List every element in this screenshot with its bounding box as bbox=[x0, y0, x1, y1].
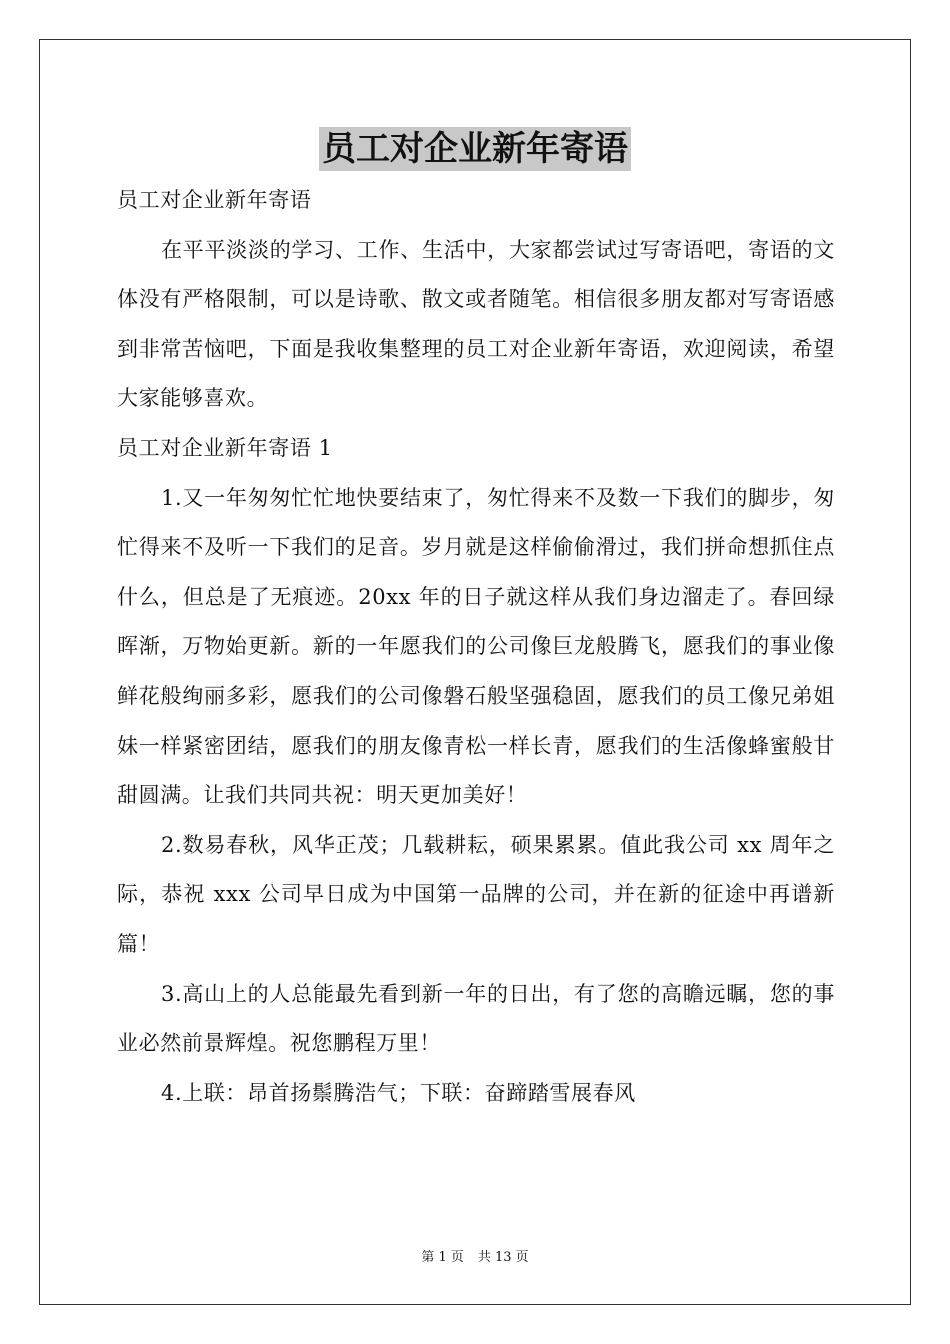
title-container bbox=[0, 127, 950, 171]
message-paragraph-3: 3.高山上的人总能最先看到新一年的日出，有了您的高瞻远瞩，您的事业必然前景辉煌。祝您鹏程万里！ bbox=[117, 981, 835, 1056]
message-paragraph-4: 4.上联：昂首扬鬃腾浩气；下联：奋蹄踏雪展春风 bbox=[161, 1080, 636, 1105]
message-paragraph-1: 1.又一年匆匆忙忙地快要结束了，匆忙得来不及数一下我们的脚步，匆忙得来不及听一下我们的足音。岁月就是这样偷偷滑过，我们拼命想抓住点什么，但总是了无痕迹。20xx 年的日子就这样从我们身边溜走了。春回绿晖渐，万物始更新。新的一年愿我们的公司像巨龙般腾飞，愿我们的事业像鲜花般绚丽多彩，愿我们的公司像磐石般坚强稳固，愿我们的员工像兄弟姐妹一样紧密团结，愿我们的朋友像青松一样长青，愿我们的生活像蜂蜜般甘甜圆满。让我们共同共祝：明天更加美好！ bbox=[117, 485, 835, 808]
page-number: 第 1 页 bbox=[421, 1250, 464, 1265]
section-heading: 员工对企业新年寄语 1 bbox=[117, 435, 333, 460]
page-total: 共 13 页 bbox=[477, 1250, 529, 1265]
document-title: 员工对企业新年寄语 bbox=[319, 127, 631, 171]
intro-paragraph: 在平平淡淡的学习、工作、生活中，大家都尝试过写寄语吧，寄语的文体没有严格限制，可以是诗歌、散文或者随笔。相信很多朋友都对写寄语感到非常苦恼吧，下面是我收集整理的员工对企业新年寄语，欢迎阅读，希望大家能够喜欢。 bbox=[117, 237, 835, 411]
page-footer bbox=[0, 1246, 950, 1265]
subtitle-paragraph: 员工对企业新年寄语 bbox=[117, 188, 312, 212]
message-paragraph-2: 2.数易春秋，风华正茂；几载耕耘，硕果累累。值此我公司 xx 周年之际，恭祝 xxx 公司早日成为中国第一品牌的公司，并在新的征途中再谱新篇！ bbox=[117, 832, 835, 956]
document-body bbox=[117, 176, 835, 1118]
